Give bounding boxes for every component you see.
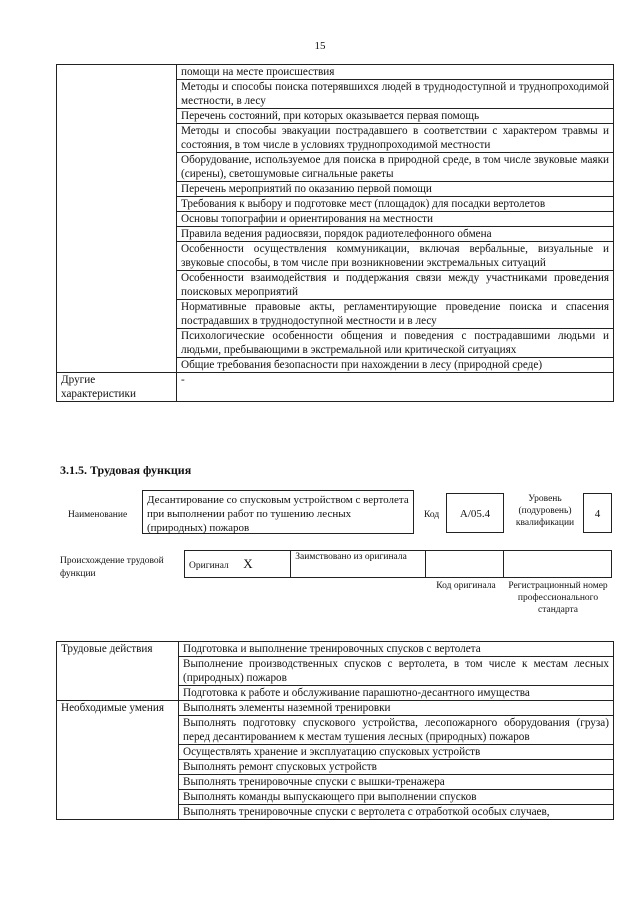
- origin-borrowed-label: Заимствовано из оригинала: [291, 551, 426, 578]
- function-code-value: A/05.4: [446, 493, 504, 533]
- required-skill-text: Выполнять элементы наземной тренировки: [179, 701, 614, 716]
- knowledge-item: Требования к выбору и подготовке мест (площадок) для посадки вертолетов: [177, 197, 614, 212]
- required-skill-text: Выполнять команды выпускающего при выполнении спусков: [179, 790, 614, 805]
- knowledge-label-cell: [57, 65, 177, 373]
- knowledge-item: Правила ведения радиосвязи, порядок радиотелефонного обмена: [177, 227, 614, 242]
- required-skill-text: Выполнять подготовку спускового устройства, лесопожарного оборудования (груза) перед десантированием к местам тушения лесных (природных) пожаров: [179, 716, 614, 745]
- knowledge-item: Психологические особенности общения и поведения с пострадавшими людьми и людьми, пребывающими в экстремальной или критической ситуациях: [177, 329, 614, 358]
- required-skill-text: Осуществлять хранение и эксплуатацию спусковых устройств: [179, 745, 614, 760]
- actions-skills-table: [56, 641, 614, 820]
- required-skill: [57, 701, 614, 716]
- required-skill-text: Выполнять тренировочные спуски с вертолета с отработкой особых случаев,: [179, 805, 614, 820]
- origin-original-cell: [185, 551, 291, 578]
- knowledge-item: Основы топографии и ориентирования на местности: [177, 212, 614, 227]
- labor-action-text: Подготовка к работе и обслуживание парашютно-десантного имущества: [179, 686, 614, 701]
- qualification-level-label: Уровень (подуровень) квалификации: [515, 494, 575, 528]
- required-skills-label: Необходимые умения: [57, 701, 179, 820]
- other-characteristics-row: [57, 373, 614, 402]
- function-code-label: Код: [424, 510, 440, 520]
- qualification-level-value: 4: [583, 493, 612, 533]
- registration-number-label: Регистрационный номер профессионального стандарта: [508, 581, 608, 615]
- knowledge-item: помощи на месте происшествия: [177, 65, 614, 80]
- origin-table: [184, 550, 612, 578]
- knowledge-item: Перечень мероприятий по оказанию первой помощи: [177, 182, 614, 197]
- function-name-value: Десантирование со спусковым устройством с вертолета при выполнении работ по тушению лесных (природных) пожаров: [142, 490, 414, 534]
- code-original-label: Код оригинала: [436, 581, 496, 591]
- knowledge-row: [57, 65, 614, 80]
- origin-reg-number-cell: [503, 551, 611, 578]
- labor-action: [57, 642, 614, 657]
- knowledge-item: Методы и способы поиска потерявшихся людей в труднодоступной и труднопроходимой местности, в лесу: [177, 80, 614, 109]
- knowledge-item: Нормативные правовые акты, регламентирующие проведение поиска и спасения пострадавших в труднодоступной местности и в лесу: [177, 300, 614, 329]
- knowledge-item: Оборудование, используемое для поиска в природной среде, в том числе звуковые маяки (сирены), светошумовые сигнальные ракеты: [177, 153, 614, 182]
- knowledge-item: Общие требования безопасности при нахождении в лесу (природной среде): [177, 358, 614, 373]
- origin-code-cell: [425, 551, 503, 578]
- labor-action-text: Подготовка и выполнение тренировочных спусков с вертолета: [179, 642, 614, 657]
- knowledge-item: Методы и способы эвакуации пострадавшего в соответствии с характером травмы и состояния, в том числе в условиях труднопроходимой местности: [177, 124, 614, 153]
- knowledge-item: Особенности взаимодействия и поддержания связи между участниками проведения поисковых мероприятий: [177, 271, 614, 300]
- other-characteristics-value: -: [177, 373, 614, 402]
- required-skill-text: Выполнять ремонт спусковых устройств: [179, 760, 614, 775]
- required-skill-text: Выполнять тренировочные спуски с вышки-тренажера: [179, 775, 614, 790]
- origin-label: Происхождение трудовой функции: [60, 556, 164, 579]
- origin-original-label: Оригинал: [189, 561, 229, 571]
- function-name-label: Наименование: [68, 510, 128, 520]
- labor-actions-label: Трудовые действия: [57, 642, 179, 701]
- other-characteristics-label: Другие характеристики: [57, 373, 177, 402]
- knowledge-table: [56, 64, 614, 402]
- section-title: 3.1.5. Трудовая функция: [60, 463, 192, 477]
- knowledge-item: Перечень состояний, при которых оказывается первая помощь: [177, 109, 614, 124]
- labor-action-text: Выполнение производственных спусков с вертолета, в том числе к местам лесных (природных) пожаров: [179, 657, 614, 686]
- knowledge-item: Особенности осуществления коммуникации, включая вербальные, визуальные и звуковые способы, в том числе при возникновении экстремальных ситуаций: [177, 242, 614, 271]
- origin-original-mark: X: [243, 556, 253, 571]
- page-number: 15: [314, 40, 326, 52]
